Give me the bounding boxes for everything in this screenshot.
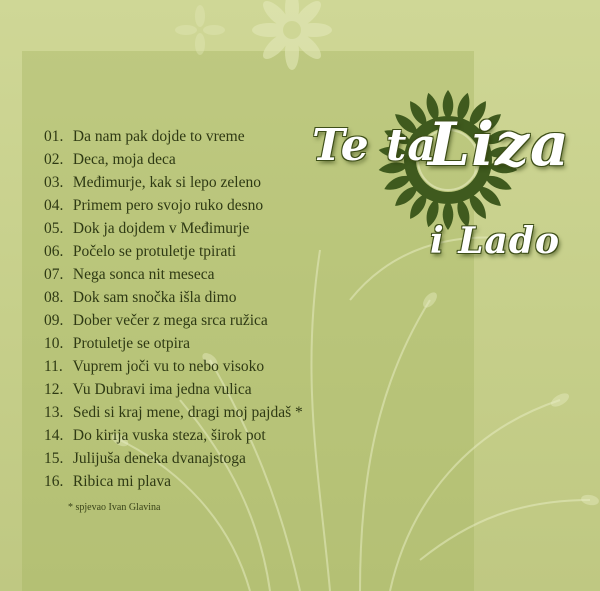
track-item bbox=[44, 447, 303, 470]
track-number: 14. bbox=[44, 427, 64, 444]
track-number: 06. bbox=[44, 243, 64, 260]
band-logo bbox=[300, 82, 590, 282]
track-number: 03. bbox=[44, 174, 64, 191]
track-number: 15. bbox=[44, 450, 64, 467]
track-title: Počelo se protuletje tpirati bbox=[72, 243, 237, 260]
track-number: 16. bbox=[44, 473, 64, 490]
track-list bbox=[44, 125, 303, 493]
track-item bbox=[44, 148, 303, 171]
logo-text-liza: Liza bbox=[428, 110, 570, 180]
track-item bbox=[44, 194, 303, 217]
track-item bbox=[44, 470, 303, 493]
track-title: Međimurje, kak si lepo zeleno bbox=[72, 174, 261, 191]
track-item bbox=[44, 332, 303, 355]
track-title: Sedi si kraj mene, dragi moj pajdaš * bbox=[72, 404, 303, 421]
track-title: Da nam pak dojde to vreme bbox=[72, 128, 245, 145]
track-number: 07. bbox=[44, 266, 64, 283]
track-number: 02. bbox=[44, 151, 64, 168]
track-item bbox=[44, 125, 303, 148]
track-number: 05. bbox=[44, 220, 64, 237]
track-title: Ribica mi plava bbox=[72, 473, 172, 490]
track-item bbox=[44, 309, 303, 332]
logo-text-i-lado: i Lado bbox=[430, 220, 561, 262]
track-item bbox=[44, 424, 303, 447]
footnote: * spjevao Ivan Glavina bbox=[68, 502, 161, 513]
track-title: Dober večer z mega srca ružica bbox=[72, 312, 268, 329]
track-number: 11. bbox=[44, 358, 63, 375]
track-item bbox=[44, 240, 303, 263]
track-item bbox=[44, 171, 303, 194]
track-title: Julijuša deneka dvanajstoga bbox=[72, 450, 246, 467]
track-number: 04. bbox=[44, 197, 64, 214]
track-item bbox=[44, 263, 303, 286]
track-title: Do kirija vuska steza, širok pot bbox=[72, 427, 266, 444]
track-title: Dok ja dojdem v Međimurje bbox=[72, 220, 250, 237]
logo-text-teta: Te ta bbox=[312, 120, 437, 171]
track-title: Primem pero svojo ruko desno bbox=[72, 197, 264, 214]
track-title: Vu Dubravi ima jedna vulica bbox=[72, 381, 252, 398]
track-title: Vuprem joči vu to nebo visoko bbox=[72, 358, 265, 375]
track-title: Nega sonca nit meseca bbox=[72, 266, 215, 283]
track-number: 12. bbox=[44, 381, 64, 398]
track-number: 10. bbox=[44, 335, 64, 352]
track-title: Dok sam snočka išla dimo bbox=[72, 289, 237, 306]
track-item bbox=[44, 355, 303, 378]
track-number: 08. bbox=[44, 289, 64, 306]
track-title: Deca, moja deca bbox=[72, 151, 176, 168]
track-number: 13. bbox=[44, 404, 64, 421]
track-item bbox=[44, 286, 303, 309]
track-item bbox=[44, 217, 303, 240]
track-title: Protuletje se otpira bbox=[72, 335, 190, 352]
track-number: 09. bbox=[44, 312, 64, 329]
track-item bbox=[44, 401, 303, 424]
track-item bbox=[44, 378, 303, 401]
track-number: 01. bbox=[44, 128, 64, 145]
